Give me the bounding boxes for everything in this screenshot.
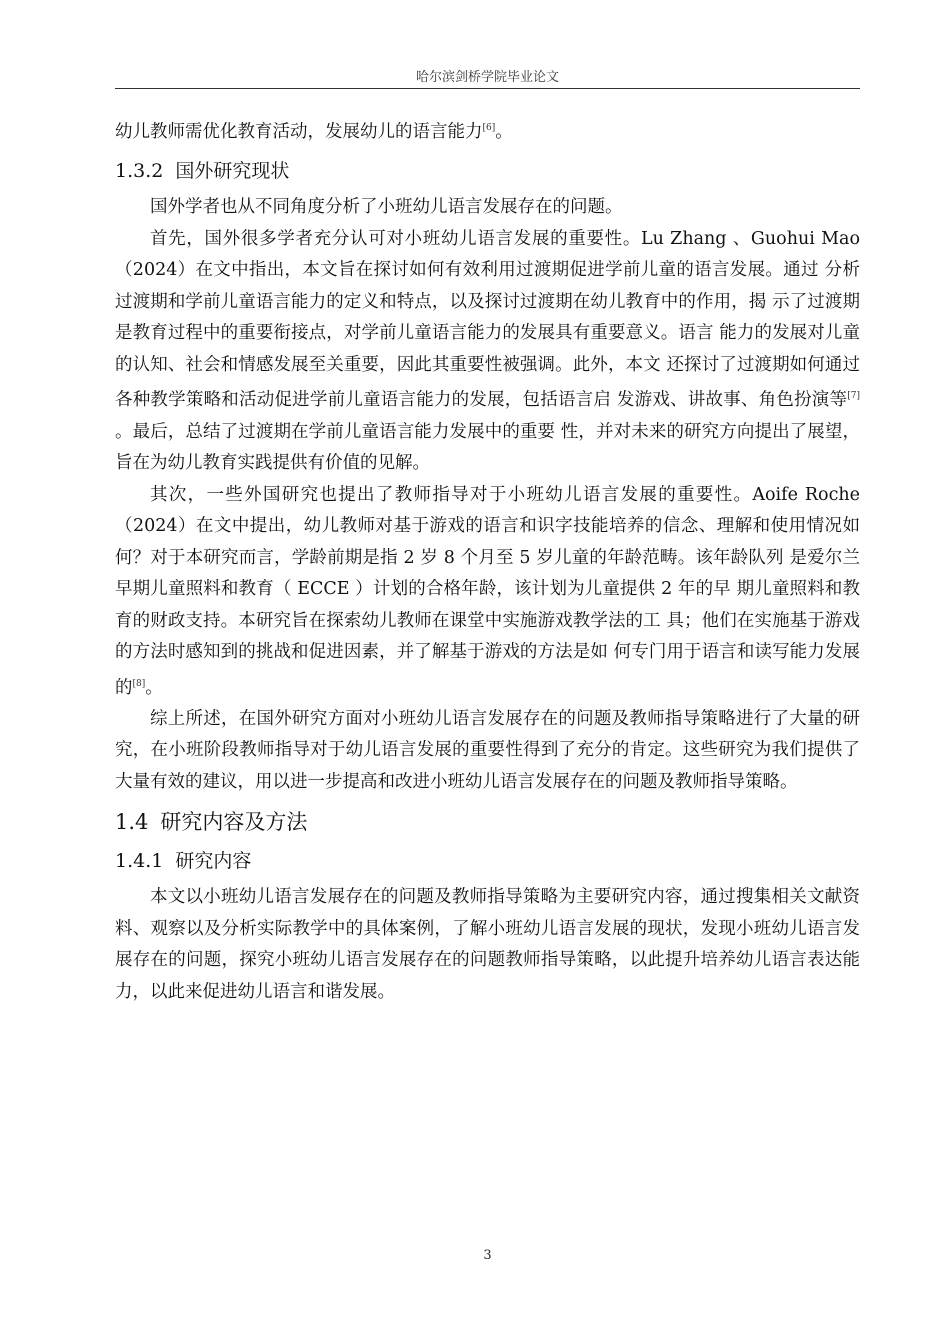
paragraph-2 [115, 224, 860, 480]
citation-8: [8] [132, 678, 146, 689]
paragraph-5: 本文以小班幼儿语言发展存在的问题及教师指导策略为主要研究内容，通过搜集相关文献资料、观察以及分析实际教学中的具体案例，了解小班幼儿语言发展的现状，发现小班幼儿语言发展存在的问题，探究小班幼儿语言发展存在的问题教师指导策略，以此提升培养幼儿语言表达能力，以此来促进幼儿语言和谐发展。 [115, 887, 860, 1002]
intro-paragraph [115, 113, 860, 148]
page-number: 3 [483, 1248, 492, 1263]
paragraph-1: 国外学者也从不同角度分析了小班幼儿语言发展存在的问题。 [150, 197, 623, 218]
section-1-4-heading [115, 806, 860, 838]
section-title: 研究内容及方法 [160, 810, 308, 835]
paragraph-2-text: 首先，国外很多学者充分认可对小班幼儿语言发展的重要性。Lu Zhang 、Guohui Mao （2024）在文中指出，本文旨在探讨如何有效利用过渡期促进学前儿童的语言发展。通过 分析过渡期和学前儿童语言能力的定义和特点，以及探讨过渡期在幼儿教育中的作用，揭 示了过渡期是教育过程中的重要衔接点，对学前儿童语言能力的发展具有重要意义。语言 能力的发展对儿童的认知、社会和情感发展至关重要，因此其重要性被强调。此外，本文 还探讨了过渡期如何通过各种教学策略和活动促进学前儿童语言能力的发展，包括语言启 发游戏、讲故事、角色扮演等 [115, 228, 860, 411]
citation-6: [6] [482, 123, 496, 133]
intro-text: 幼儿教师需优化教育活动，发展幼儿的语言能力 [115, 121, 483, 142]
section-title: 国外研究现状 [175, 160, 290, 183]
section-title: 研究内容 [175, 850, 252, 873]
paragraph-2-tail: 。最后，总结了过渡期在学前儿童语言能力发展中的重要 性，并对未来的研究方向提出了展望，旨在为幼儿教育实践提供有价值的见解。 [115, 421, 860, 474]
page-body [115, 113, 860, 1008]
paragraph-4: 综上所述，在国外研究方面对小班幼儿语言发展存在的问题及教师指导策略进行了大量的研究，在小班阶段教师指导对于幼儿语言发展的重要性得到了充分的肯定。这些研究为我们提供了大量有效的建议，用以进一步提高和改进小班幼儿语言发展存在的问题及教师指导策略。 [115, 708, 860, 792]
paragraph-3-text: 其次，一些外国研究也提出了教师指导对于小班幼儿语言发展的重要性。Aoife Roche（2024）在文中提出，幼儿教师对基于游戏的语言和识字技能培养的信念、理解和使用情况如何？对于本研究而言，学龄前期是指 2 岁 8 个月至 5 岁儿童的年龄范畴。该年龄队列 是爱尔兰早期儿童照料和教育（ ECCE ）计划的合格年龄，该计划为儿童提供 2 年的早 期儿童照料和教育的财政支持。本研究旨在探索幼儿教师在课堂中实施游戏教学法的工 具；他们在实施基于游戏的方法时感知到的挑战和促进因素，并了解基于游戏的方法是如 何专门用于语言和读写能力发展的 [115, 484, 860, 698]
section-1-3-2-heading [115, 156, 860, 186]
citation-7: [7] [847, 391, 860, 402]
running-header: 哈尔滨剑桥学院毕业论文 [415, 70, 559, 85]
section-number: 1.4.1 [115, 850, 164, 873]
paragraph-3-tail: 。 [145, 677, 163, 698]
intro-tail: 。 [495, 121, 513, 142]
section-number: 1.4 [115, 810, 149, 835]
header-rule [115, 88, 860, 89]
section-number: 1.3.2 [115, 160, 164, 183]
section-1-4-1-heading [115, 846, 860, 876]
paragraph-3 [115, 480, 860, 704]
